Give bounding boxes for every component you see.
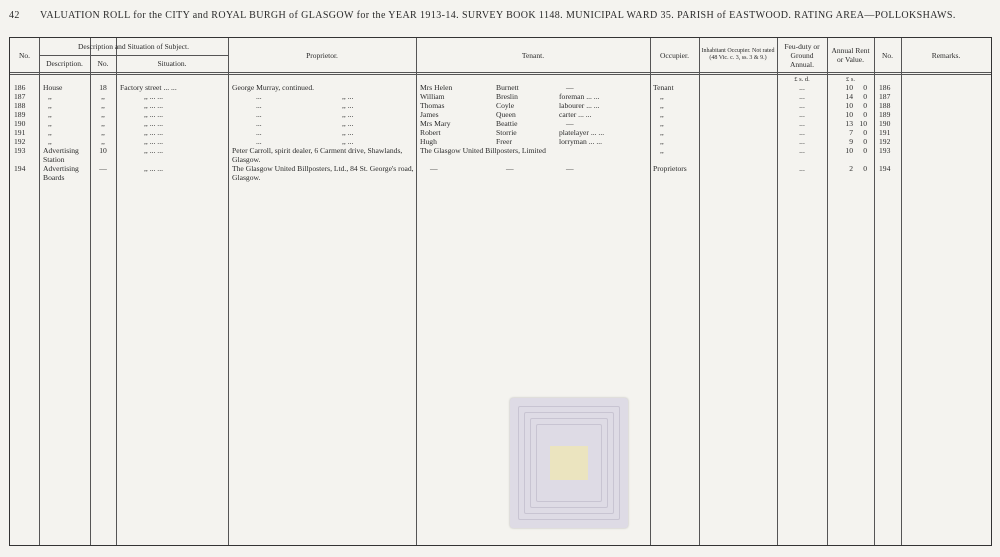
row-tenant-last: Storrie [496,128,517,137]
row-tenant-occupation: foreman ... ... [559,92,600,101]
row-number: ,, [101,101,105,110]
row-no-right: 194 [879,164,891,173]
row-no-right: 191 [879,128,891,137]
row-occupier: ,, [660,128,664,137]
row-pounds: 7 [849,128,853,137]
row-no-right: 187 [879,92,891,101]
row-proprietor: The Glasgow United Billposters, Ltd., 84 St. George's road, Glasgow. [232,164,414,182]
row-proprietor-ditto: ,, ... [342,110,354,119]
row-pounds: 10 [845,146,853,155]
row-no: 190 [14,119,26,128]
row-no-right: 189 [879,110,891,119]
header-no-right: No. [881,50,894,60]
row-no-right: 186 [879,83,891,92]
row-proprietor: ... [256,101,262,110]
row-pounds: 10 [845,110,853,119]
row-no-right: 193 [879,146,891,155]
row-tenant-first: — [430,164,438,173]
row-proprietor: ... [256,110,262,119]
row-description: ,, [48,119,52,128]
row-feu: ... [799,110,805,119]
row-occupier: Tenant [653,83,674,92]
row-proprietor: ... [256,92,262,101]
row-tenant-first: William [420,92,445,101]
row-proprietor-ditto: ,, ... [342,92,354,101]
row-tenant-first: Thomas [420,101,445,110]
row-proprietor-ditto: ,, ... [342,119,354,128]
row-shillings: 0 [863,110,867,119]
header-inhabitant-occupier: Inhabitant Occupier. Not rated (48 Vic. c. 3, ss. 3 & 9.) [701,47,775,61]
header-proprietor: Proprietor. [306,50,338,60]
row-proprietor-ditto: ,, ... [342,128,354,137]
row-description: ,, [48,92,52,101]
row-number: ,, [101,128,105,137]
row-feu: ... [799,92,805,101]
row-feu: ... [799,128,805,137]
row-number: ,, [101,92,105,101]
row-number: 10 [99,146,107,155]
row-situation: ,, ... ... [144,101,163,110]
header-description: Description. [46,59,83,68]
row-no: 188 [14,101,26,110]
row-shillings: 0 [863,146,867,155]
row-description: ,, [48,101,52,110]
row-tenant-last: Coyle [496,101,515,110]
row-situation: ,, ... ... [144,146,163,155]
row-tenant-last: Breslin [496,92,518,101]
row-shillings: 10 [859,119,867,128]
valuation-table [9,37,992,546]
page-number: 42 [9,10,20,21]
row-description: Advertising Station [43,146,79,164]
row-tenant-last: Queen [496,110,516,119]
row-no: 187 [14,92,26,101]
row-description: House [43,83,63,92]
row-pounds: 10 [845,101,853,110]
row-feu: ... [799,137,805,146]
row-no: 192 [14,137,26,146]
row-description: ,, [48,110,52,119]
row-tenant-occupation: — [566,83,574,92]
row-pounds: 2 [849,164,853,173]
row-tenant-occupation: — [566,119,574,128]
row-tenant-first: Mrs Mary [420,119,451,128]
row-proprietor: ... [256,119,262,128]
header-number: No. [97,59,109,68]
row-description: ,, [48,128,52,137]
row-tenant-occupation: — [566,164,574,173]
row-shillings: 0 [863,137,867,146]
row-occupier: ,, [660,101,664,110]
row-number: ,, [101,119,105,128]
row-number: 18 [99,83,107,92]
row-proprietor: George Murray, continued. [232,83,315,92]
row-tenant-last: Burnett [496,83,519,92]
row-no: 189 [14,110,26,119]
row-tenant-last: Freer [496,137,513,146]
unit-rent: £ s. [845,76,856,83]
header-tenant: Tenant. [521,50,545,60]
row-feu: ... [799,164,805,173]
row-no-right: 190 [879,119,891,128]
row-description: Advertising Boards [43,164,79,182]
row-no: 191 [14,128,26,137]
row-no: 194 [14,164,26,173]
row-tenant-last: — [506,164,514,173]
row-tenant-occupation: platelayer ... ... [559,128,605,137]
header-feu-duty: Feu-duty or Ground Annual. [784,41,820,69]
row-tenant-occupation: carter ... ... [559,110,592,119]
row-tenant-first: Robert [420,128,441,137]
row-occupier: ,, [660,137,664,146]
row-number: — [99,164,107,173]
row-proprietor-ditto: ,, ... [342,101,354,110]
row-tenant-occupation: labourer ... ... [559,101,600,110]
row-tenant-first: Hugh [420,137,437,146]
row-proprietor-ditto: ,, ... [342,137,354,146]
header-no: No. [18,50,31,60]
row-situation: ,, ... ... [144,164,163,173]
row-no: 193 [14,146,26,155]
row-shillings: 0 [863,101,867,110]
row-situation: ,, ... ... [144,119,163,128]
row-number: ,, [101,110,105,119]
row-number: ,, [101,137,105,146]
row-occupier: ,, [660,119,664,128]
row-tenant-first: James [420,110,439,119]
row-feu: ... [799,101,805,110]
row-no-right: 188 [879,101,891,110]
row-shillings: 0 [863,164,867,173]
row-tenant-last: Beattie [496,119,518,128]
page-header [9,10,989,24]
row-tenant: The Glasgow United Billposters, Limited [420,146,546,155]
row-tenant-occupation: lorryman ... ... [559,137,603,146]
row-feu: ... [799,119,805,128]
header-annual-rent: Annual Rent or Value. [831,46,870,64]
row-pounds: 10 [845,83,853,92]
row-situation: ,, ... ... [144,110,163,119]
header-situation: Situation. [157,59,187,68]
row-feu: ... [799,83,805,92]
row-pounds: 14 [845,92,853,101]
row-occupier: ,, [660,146,664,155]
roll-title: VALUATION ROLL for the CITY and ROYAL BURGH of GLASGOW for the YEAR 1913-14. SURVEY BOOK 1148. MUNICIPAL WARD 35. PARISH of EASTWOOD. RATING AREA—POLLOKSHAWS. [40,10,956,21]
row-pounds: 13 [845,119,853,128]
row-proprietor: ... [256,137,262,146]
row-occupier: Proprietors [653,164,687,173]
row-shillings: 0 [863,83,867,92]
security-tag-chip [550,446,588,480]
unit-feu: £ s. d. [794,76,810,83]
row-description: ,, [48,137,52,146]
row-no-right: 192 [879,137,891,146]
header-description-situation: Description and Situation of Subject. [77,42,190,51]
row-pounds: 9 [849,137,853,146]
row-shillings: 0 [863,128,867,137]
row-occupier: ,, [660,110,664,119]
row-proprietor: Peter Carroll, spirit dealer, 6 Carment drive, Shawlands, Glasgow. [232,146,403,164]
row-tenant-first: Mrs Helen [420,83,453,92]
row-occupier: ,, [660,92,664,101]
row-feu: ... [799,146,805,155]
security-tag [510,398,628,528]
row-no: 186 [14,83,26,92]
header-occupier: Occupier. [660,50,689,60]
row-situation: ,, ... ... [144,137,163,146]
row-situation: Factory street ... ... [120,83,177,92]
row-situation: ,, ... ... [144,92,163,101]
row-situation: ,, ... ... [144,128,163,137]
row-shillings: 0 [863,92,867,101]
row-proprietor: ... [256,128,262,137]
header-remarks: Remarks. [931,50,961,60]
